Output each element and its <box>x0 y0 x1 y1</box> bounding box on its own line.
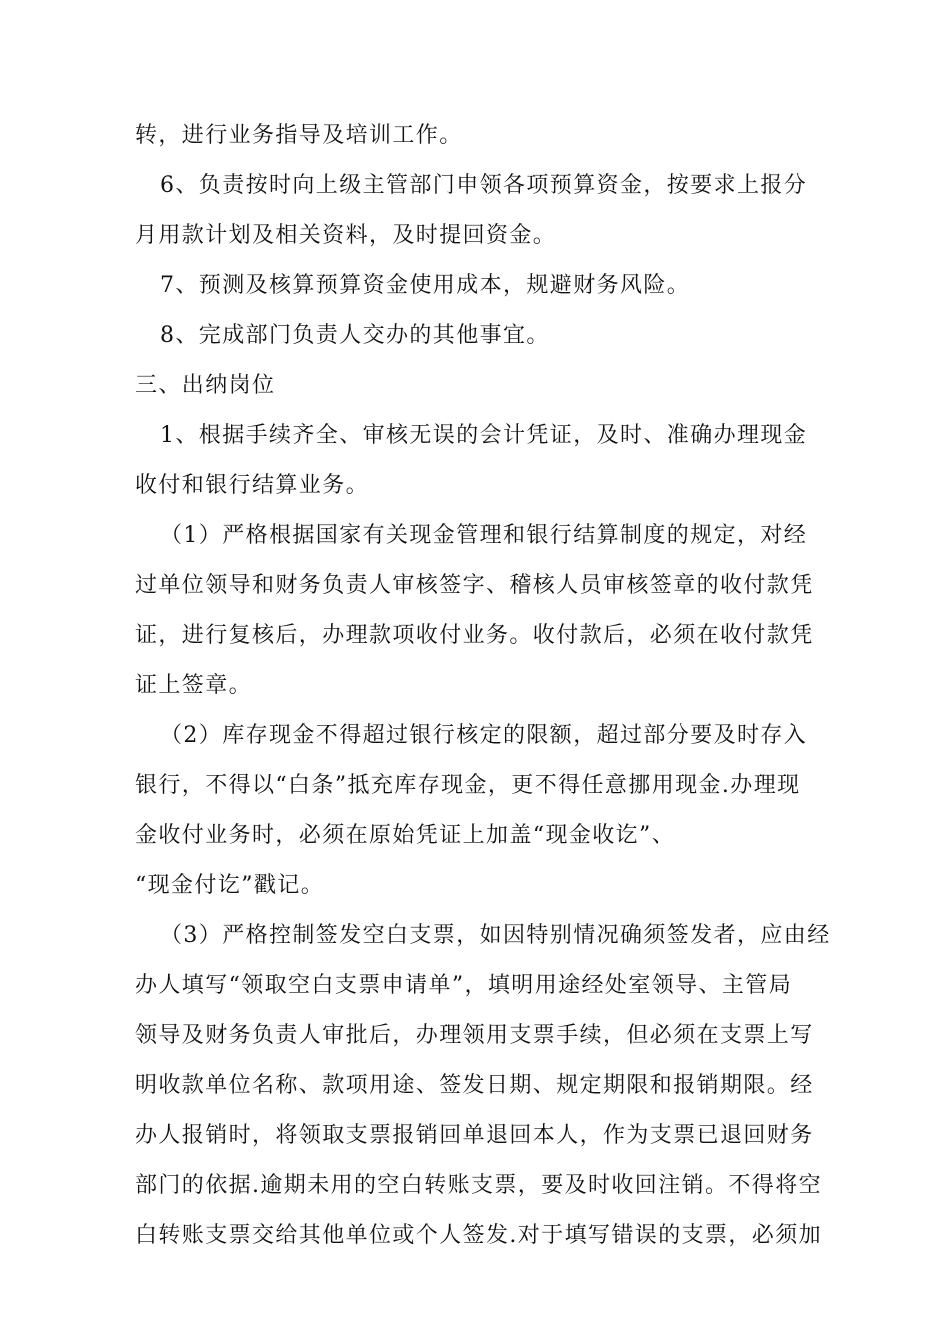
text-line: 银行，不得以“白条”抵充库存现金，更不得任意挪用现金.办理现 <box>135 773 801 798</box>
text-line: 过单位领导和财务负责人审核签字、稽核人员审核签章的收付款凭 <box>135 573 814 598</box>
text-line: 8、完成部门负责人交办的其他事宜。 <box>160 323 550 348</box>
text-line: （2）库存现金不得超过银行核定的限额，超过部分要及时存入 <box>160 723 808 748</box>
text-line: 明收款单位名称、款项用途、签发日期、规定期限和报销期限。经 <box>135 1073 814 1098</box>
text-line: 部门的依据.逾期未用的空白转账支票，要及时收回注销。不得将空 <box>135 1173 822 1198</box>
text-line: 转，进行业务指导及培训工作。 <box>135 123 463 148</box>
text-line: 领导及财务负责人审批后，办理领用支票手续，但必须在支票上写 <box>135 1023 814 1048</box>
text-line: 金收付业务时，必须在原始凭证上加盖“现金收讫”、 <box>135 823 676 848</box>
text-line: （1）严格根据国家有关现金管理和银行结算制度的规定，对经 <box>160 523 808 548</box>
text-line: （3）严格控制签发空白支票，如因特别情况确须签发者，应由经 <box>160 923 831 948</box>
text-line: 收付和银行结算业务。 <box>135 473 370 498</box>
text-line: 白转账支票交给其他单位或个人签发.对于填写错误的支票，必须加 <box>135 1223 822 1248</box>
text-line: 证上签章。 <box>135 673 253 698</box>
text-line: 办人报销时，将领取支票报销回单退回本人，作为支票已退回财务 <box>135 1123 814 1148</box>
text-line: 月用款计划及相关资料，及时提回资金。 <box>135 223 557 248</box>
text-line: 7、预测及核算预算资金使用成本，规避财务风险。 <box>160 273 691 298</box>
text-line: 1、根据手续齐全、审核无误的会计凭证，及时、准确办理现金 <box>160 423 808 448</box>
section-heading: 三、出纳岗位 <box>135 373 276 398</box>
text-line: “现金付讫”戳记。 <box>135 873 325 898</box>
text-line: 6、负责按时向上级主管部门申领各项预算资金，按要求上报分 <box>160 173 808 198</box>
text-line: 办人填写“领取空白支票申请单”，填明用途经处室领导、主管局 <box>135 973 793 998</box>
text-line: 证，进行复核后，办理款项收付业务。收付款后，必须在收付款凭 <box>135 623 814 648</box>
